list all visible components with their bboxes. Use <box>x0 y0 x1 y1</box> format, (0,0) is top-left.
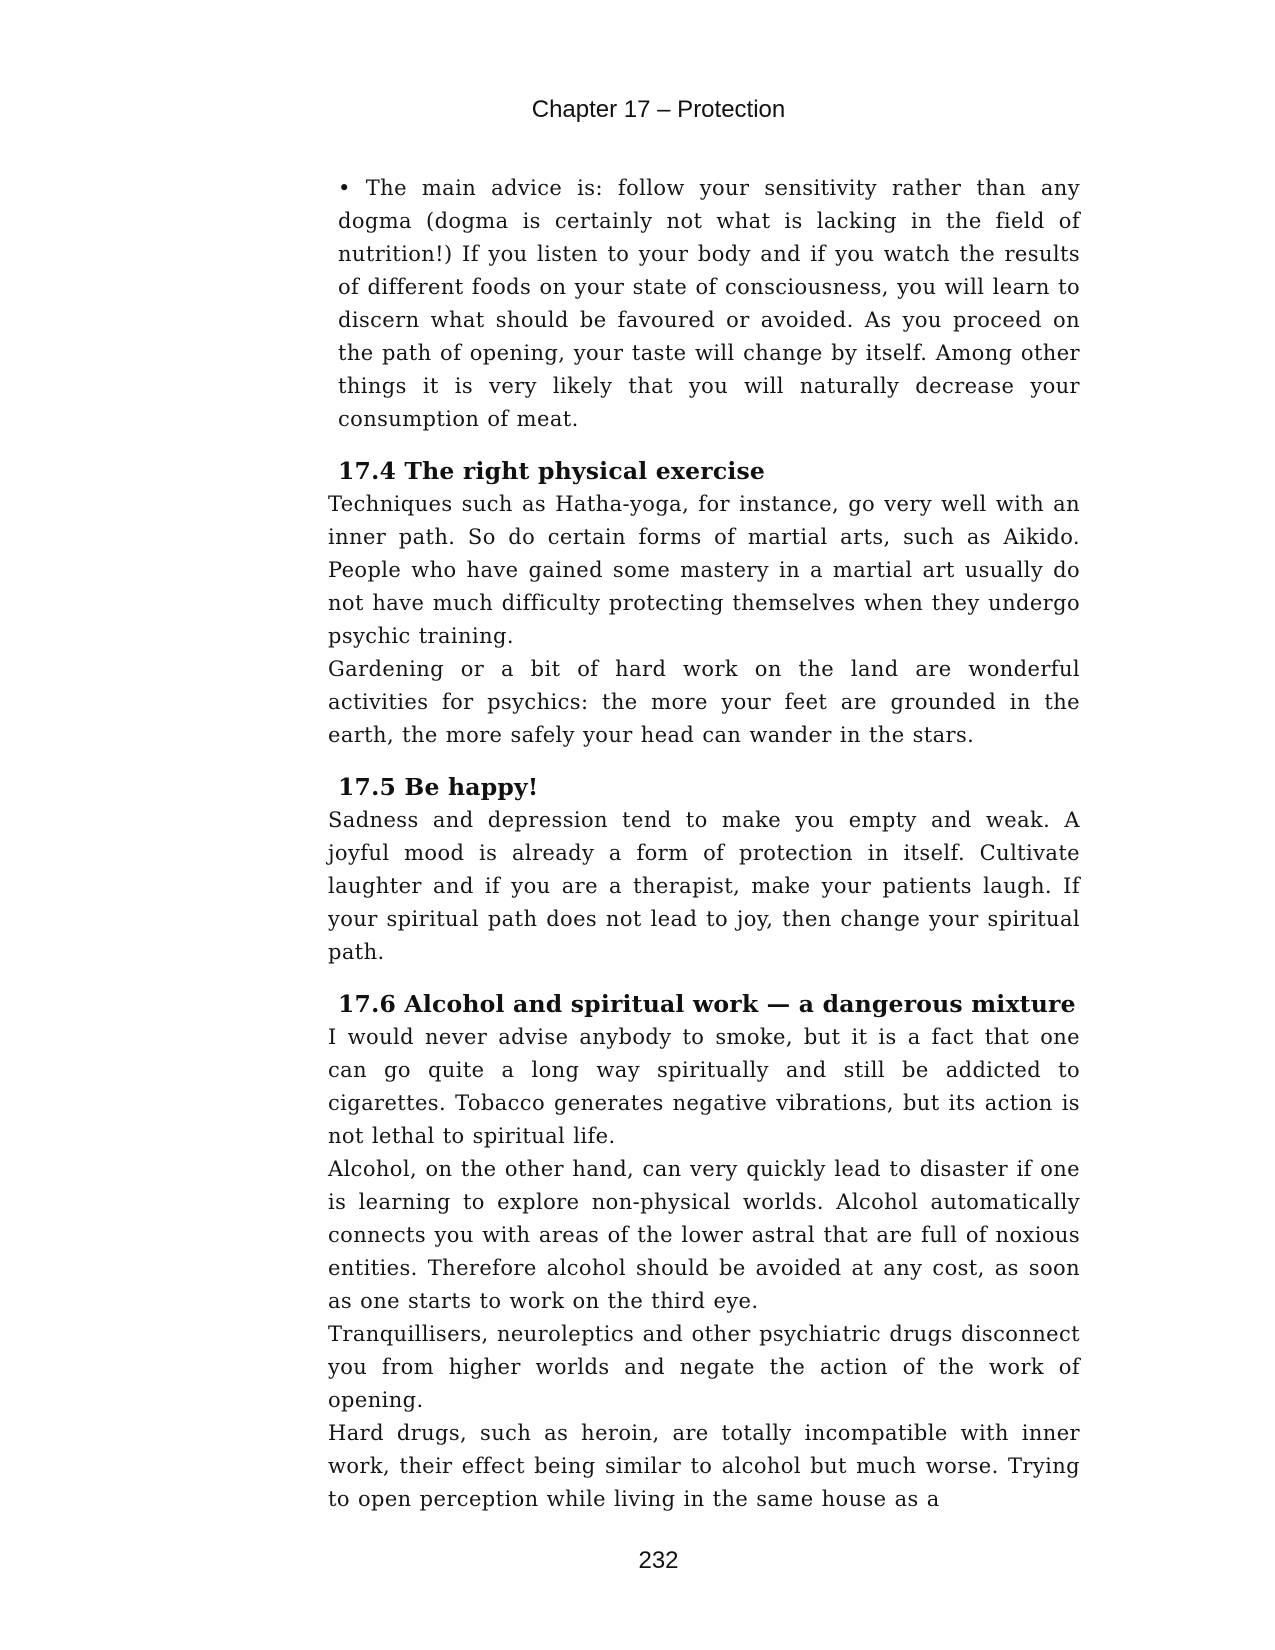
paragraph: Alcohol, on the other hand, can very quickly lead to disaster if one is learning to explore non-physical worlds. Alcohol automatically connects you with areas of the lower astral that are full of noxious entities. Therefore alcohol should be avoided at any cost, as soon as one starts to work on the third eye. <box>328 1157 1080 1313</box>
section-heading-17-4: 17.4 The right physical exercise <box>338 457 766 485</box>
page-body <box>328 172 1080 1516</box>
paragraph: I would never advise anybody to smoke, but it is a fact that one can go quite a long way spiritually and still be addicted to cigarettes. Tobacco generates negative vibrations, but its action is not lethal to spiritual life. <box>328 1025 1080 1148</box>
paragraph: Techniques such as Hatha-yoga, for instance, go very well with an inner path. So do certain forms of martial arts, such as Aikido. People who have gained some mastery in a martial art usually do not have much difficulty protecting themselves when they undergo psychic training. <box>328 492 1080 648</box>
running-header: Chapter 17 – Protection <box>531 96 786 123</box>
section-heading-17-6: 17.6 Alcohol and spiritual work — a dangerous mixture <box>338 990 1076 1018</box>
paragraph: Tranquillisers, neuroleptics and other psychiatric drugs disconnect you from higher worlds and negate the action of the work of opening. <box>328 1322 1080 1412</box>
paragraph: Gardening or a bit of hard work on the land are wonderful activities for psychics: the more your feet are grounded in the earth, the more safely your head can wander in the stars. <box>328 657 1080 747</box>
intro-bullet-paragraph: • The main advice is: follow your sensitivity rather than any dogma (dogma is certainly not what is lacking in the field of nutrition!) If you listen to your body and if you watch the results of different foods on your state of consciousness, you will learn to discern what should be favoured or avoided. As you proceed on the path of opening, your taste will change by itself. Among other things it is very likely that you will naturally decrease your consumption of meat. <box>338 176 1080 431</box>
paragraph: Sadness and depression tend to make you empty and weak. A joyful mood is already a form of protection in itself. Cultivate laughter and if you are a therapist, make your patients laugh. If your spiritual path does not lead to joy, then change your spiritual path. <box>328 808 1080 964</box>
section-heading-17-5: 17.5 Be happy! <box>338 773 539 801</box>
page-number: 232 <box>638 1547 679 1574</box>
paragraph: Hard drugs, such as heroin, are totally incompatible with inner work, their effect being similar to alcohol but much worse. Trying to open perception while living in the same house as a <box>328 1421 1080 1511</box>
